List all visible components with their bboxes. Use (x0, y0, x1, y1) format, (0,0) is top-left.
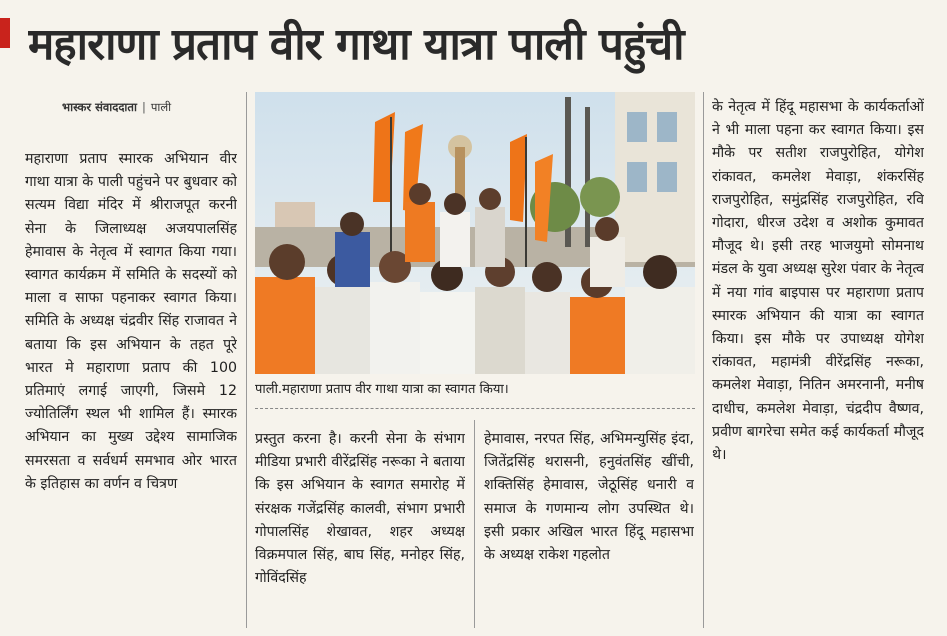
photo-crowd-illustration (255, 92, 695, 374)
byline (62, 100, 171, 115)
section-marker (0, 18, 10, 48)
byline-city: पाली (150, 100, 172, 114)
column-divider (474, 420, 475, 628)
byline-reporter: भास्कर संवाददाता (62, 100, 137, 114)
article-column-3: हेमावास, नरपत सिंह, अभिमन्युसिंह इंदा, जितेंद्रसिंह थरासनी, हनुवंतसिंह खींची, शक्तिसिंह हेमावास, जेठूसिंह धनारी व समाज के गणमान्य लोग उपस्थित थे। इसी प्रकार अखिल भारत हिंदू महासभा के अध्यक्ष राकेश गहलोत (484, 431, 694, 564)
byline-separator: | (141, 100, 146, 114)
article-column-1: महाराणा प्रताप स्मारक अभियान वीर गाथा यात्रा के पाली पहुंचने पर बुधवार को सत्यम विद्या मंदिर में श्रीराजपूत करनी सेना के जिलाध्यक्ष अजयपालसिंह हेमावास के नेतृत्व में स्वागत किया गया। स्वागत कार्यक्रम में समिति के सदस्यों को माला व साफा पहनाकर स्वागत किया। समिति के अध्यक्ष चंद्रवीर सिंह राजावत ने बताया कि इस अभियान के तहत पूरे भारत मे महाराणा प्रताप की 100 प्रतिमाएं लगाई जाएगी, जिसमे 12 ज्योतिर्लिंग स्थल भी शामिल हैं। स्मारक अभियान का मुख्य उद्देश्य सामाजिक समरसता व सर्वधर्म समभाव ओर भारत के इतिहास का वर्णन व चित्रण (25, 151, 237, 492)
article-column-2: प्रस्तुत करना है। करनी सेना के संभाग मीडिया प्रभारी वीरेंद्रसिंह नरूका ने बताया कि इस अभियान के स्वागत समारोह में संरक्षक गजेंद्रसिंह कालवी, संभाग प्रभारी गोपालसिंह शेखावत, शहर अध्यक्ष विक्रमपाल सिंह, बाघ सिंह, मनोहर सिंह, गोविंदसिंह (255, 431, 465, 587)
column-divider (703, 92, 704, 628)
article-column-4: के नेतृत्व में हिंदू महासभा के कार्यकर्ताओं ने भी माला पहना कर स्वागत किया। इस मौके पर सतीश राजपुरोहित, योगेश रांकावत, कमलेश मेवाड़ा, शंकरसिंह राजपुरोहित, समुंद्रसिंह राजपुरोहित, रवि गोदारा, धीरज उदेश व अशोक कुमावत मौजूद थे। इसी तरह भाजयुमो सोमनाथ मंडल के युवा अध्यक्ष सुरेश पंवार के नेतृत्व में नया गांव बाइपास पर महाराणा प्रताप स्मारक अभियान की यात्रा का स्वागत किया। इस मौके पर उपाध्यक्ष योगेश रांकावत, महामंत्री वीरेंद्रसिंह नरूका, कमलेश मेवाड़ा, नितिन अमरनानी, मनीष दाधीच, कमलेश मेवाड़ा, चंद्रदीप वैष्णव, प्रवीण बागरेचा समेत कई कार्यकर्ता मौजूद थे। (712, 99, 924, 464)
headline: महाराणा प्रताप वीर गाथा यात्रा पाली पहुंची (28, 19, 684, 70)
column-divider (246, 92, 247, 628)
news-photo (255, 92, 695, 374)
caption-divider (255, 408, 695, 409)
photo-caption: पाली.महाराणा प्रताप वीर गाथा यात्रा का स्वागत किया। (255, 382, 509, 397)
